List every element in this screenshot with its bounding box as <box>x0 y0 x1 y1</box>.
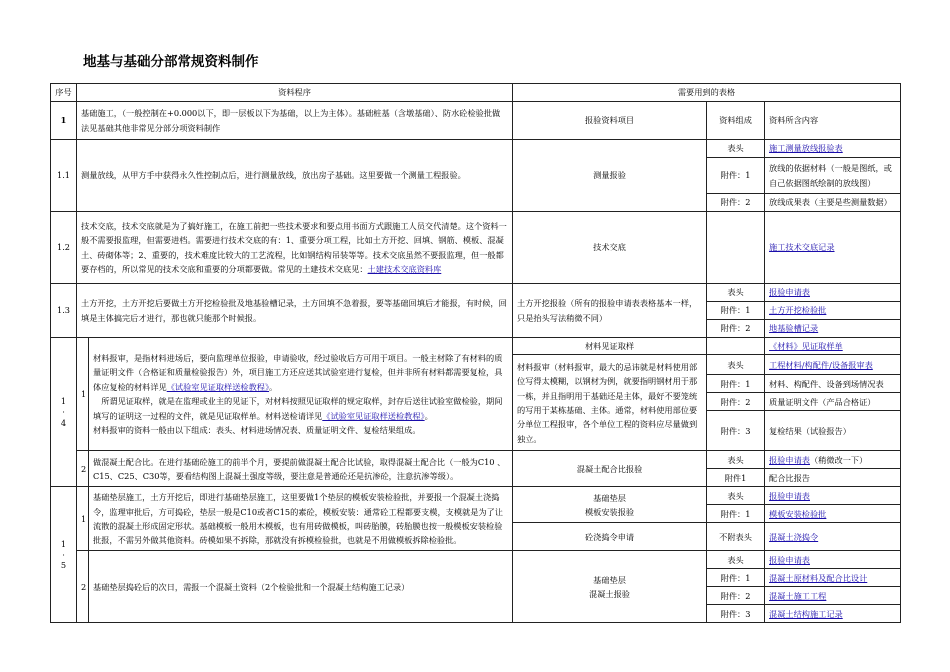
procedure-link[interactable]: 《试验室见证取样送检教程》 <box>166 381 270 392</box>
composition-empty <box>707 338 765 355</box>
table-header-row <box>51 84 901 102</box>
table-row <box>51 284 901 302</box>
col-header-composition: 资料组成 <box>707 102 765 140</box>
composition: 附件：2 <box>707 194 765 212</box>
report-item: 材料报审（材料报审，最大的忌讳就是材料使用部位写得太模糊，以钢材为例，就要指明钢材用于那一栋，并且指明用于基础还是主体，最好不要笼统的写用于某栋基础、主体。通常，材料使用部位要分单位工程报审，各个单位工程的资料应尽量做到独立。 <box>513 355 707 451</box>
report-item: 混凝土配合比报验 <box>513 451 707 487</box>
procedure-text: 所谓见证取样，就是在监理或业主的见证下，对材料按照见证取样的规定取样，封存后送往试验室做检验，期间填写的证明这一过程的文件，就是见证取样单。材料送检请详见 <box>93 396 503 421</box>
content-note: （稍微改一下） <box>809 454 868 465</box>
composition: 附件：1 <box>707 569 765 587</box>
procedure-paragraph: 材料报审的资料一般由以下组成：表头、材料进场情况表、质量证明文件、复检结果组成。 <box>93 424 421 435</box>
table-row <box>51 551 901 569</box>
form-link[interactable]: 土方开挖检验批 <box>769 305 827 316</box>
procedure-link[interactable]: 《试验室见证取样送检教程》 <box>322 410 425 421</box>
form-link[interactable]: 地基验槽记录 <box>769 323 819 334</box>
row-seq: 1 <box>51 102 77 140</box>
content-cell: 质量证明文件（产品合格证） <box>765 393 901 411</box>
composition: 附件：1 <box>707 505 765 523</box>
col-header-content: 资料所含内容 <box>765 102 901 140</box>
composition: 附件：1 <box>707 158 765 194</box>
composition: 附件1 <box>707 469 765 487</box>
document-title: 地基与基础分部常规资料制作 <box>83 54 259 70</box>
row-seq <box>51 487 77 623</box>
table-row <box>51 140 901 158</box>
form-link[interactable]: 混凝土施工工程 <box>769 590 827 601</box>
seq-part: 5 <box>60 560 67 571</box>
table-row <box>51 212 901 284</box>
content-cell <box>765 569 901 587</box>
report-item: 土方开挖报验（所有的报验申请表表格基本一样，只是抬头写法稍微不同） <box>513 284 707 338</box>
composition: 附件：2 <box>707 587 765 605</box>
table-row <box>51 102 901 140</box>
report-item-line: 模板安装报验 <box>584 506 635 517</box>
content-cell: 放线成果表（主要是些测量数据） <box>765 194 901 212</box>
row-seq: 1.1 <box>51 140 77 212</box>
content-cell <box>765 302 901 320</box>
form-link[interactable]: 模板安装检验批 <box>769 508 827 519</box>
row-procedure-text: 做混凝土配合比。在进行基础砼施工的前半个月，要提前做混凝土配合比试验，取得混凝土配合比（一般为C10 、C15、C25、C30等，要看结构图上混凝土强度等级，要注意是普通砼还是抗渗砼，注意抗渗等级）。 <box>89 451 513 487</box>
form-link[interactable]: 报验申请表 <box>769 454 810 465</box>
composition: 表头 <box>707 487 765 505</box>
composition: 附件：3 <box>707 605 765 623</box>
composition: 附件：2 <box>707 393 765 411</box>
form-link[interactable]: 施工测量放线报验表 <box>769 143 843 154</box>
seq-part: · <box>62 549 65 560</box>
table-row <box>51 487 901 505</box>
row-procedure-text: 基础垫层施工，土方开挖后，即进行基础垫层施工，这里要做1个垫层的模板安装检验批，并要报一个混凝土浇捣令，监理审批后，方可捣砼，垫层一般是C10或者C15的素砼，模板安装：通常砼工程都要支模，支模就是为了让流散的混凝土形成固定形状。基础模板一般用木模板，也有用砖做模板，叫砖胎膜，砖胎膜也按一般模板安装检验批报，不需另外做其他资料。砖模如果不拆除，那就没有拆模检验批，也就是不用做模板拆除检验批。 <box>89 487 513 551</box>
procedure-link[interactable]: 土建技术交底资料库 <box>367 263 442 274</box>
procedure-paragraph <box>93 394 508 423</box>
content-cell <box>765 523 901 551</box>
procedure-paragraph <box>93 351 508 394</box>
composition: 附件：3 <box>707 411 765 451</box>
col-header-item: 报验资料项目 <box>513 102 707 140</box>
seq-part: · <box>62 406 65 417</box>
form-link[interactable]: 《材料》见证取样单 <box>769 341 843 351</box>
form-link[interactable]: 混凝土原材料及配合比设计 <box>769 572 868 583</box>
content-cell <box>765 212 901 284</box>
sub-seq: 1 <box>77 487 89 551</box>
row-seq: 1.2 <box>51 212 77 284</box>
composition: 附件：1 <box>707 375 765 393</box>
content-cell <box>765 551 901 569</box>
sub-seq: 1 <box>77 338 89 451</box>
form-link[interactable]: 混凝土浇捣令 <box>769 531 819 542</box>
header-procedure: 资料程序 <box>77 84 513 102</box>
form-link[interactable]: 施工技术交底记录 <box>769 242 835 253</box>
composition: 表头 <box>707 451 765 469</box>
content-cell: 配合比报告 <box>765 469 901 487</box>
procedure-text: 。 <box>424 410 433 421</box>
row-procedure-text: 测量放线，从甲方手中获得永久性控制点后，进行测量放线，放出房子基础。这里要做一个测量工程报验。 <box>77 140 513 212</box>
composition: 表头 <box>707 284 765 302</box>
content-cell <box>765 505 901 523</box>
composition: 表头 <box>707 551 765 569</box>
form-link[interactable]: 混凝土结构施工记录 <box>769 608 843 619</box>
row-procedure-text: 基础垫层捣砼后的次日，需报一个混凝土资料（2个检验批和一个混凝土结构施工记录） <box>89 551 513 623</box>
report-item <box>513 487 707 523</box>
content-cell <box>765 338 901 355</box>
content-cell <box>765 355 901 375</box>
content-cell: 放线的依据材料（一般是图纸，或自己依据图纸绘制的放线图） <box>765 158 901 194</box>
procedure-text: 材料报审，是指材料进场后，要向监理单位报验，申请验收，经过验收后方可用于项目。一般主材除了有材料的质量证明文件（合格证和质量检验报告）外，项目施工方还应送其试验室进行复检，但并非所有材料都需要复检，具体应复检的材料详见 <box>93 353 503 392</box>
row-seq: 1.3 <box>51 284 77 338</box>
sub-seq: 2 <box>77 551 89 623</box>
header-forms: 需要用到的表格 <box>513 84 901 102</box>
row-procedure-text: 基础施工，（一般控制在+0.000以下，即一层板以下为基础，以上为主体）。基础桩基（含墩基础）、防水砼检验批做法见基础其他非常见分部分项资料制作 <box>77 102 513 140</box>
content-cell: 材料、构配件、设备到场情况表 <box>765 375 901 393</box>
content-cell <box>765 140 901 158</box>
content-cell: 复检结果（试验报告） <box>765 411 901 451</box>
composition: 附件：2 <box>707 320 765 338</box>
composition: 表头 <box>707 355 765 375</box>
report-item: 砼浇捣令申请 <box>513 523 707 551</box>
procedure-text: 技术交底，技术交底就是为了搞好施工，在施工前把一些技术要求和要点用书面方式跟施工人员交代清楚。这个资料一般不需要报监理，但需要进档。需要进行技术交底的有：1、重要分项工程，比如土方开挖、回填、钢筋、模板、混凝土、砖砌体等；2、重要的，技术难度比较大的工艺流程，比如钢结构吊装等等。技术交底虽然不要报监理，但一般都要存档的，所以常见的技术交底和重要的分项都要做。常见的土建技术交底见： <box>81 220 507 274</box>
content-cell <box>765 451 901 469</box>
seq-part: 1 <box>60 538 67 549</box>
sub-seq: 2 <box>77 451 89 487</box>
row-seq <box>51 338 77 487</box>
content-cell <box>765 284 901 302</box>
table-row <box>51 338 901 355</box>
composition: 不附表头 <box>707 523 765 551</box>
content-cell <box>765 487 901 505</box>
form-link[interactable]: 报验申请表 <box>769 287 810 298</box>
composition: 附件：1 <box>707 302 765 320</box>
form-link[interactable]: 报验申请表 <box>769 490 810 501</box>
composition: 表头 <box>707 140 765 158</box>
header-seq: 序号 <box>51 84 77 102</box>
content-cell <box>765 587 901 605</box>
row-procedure-text <box>77 212 513 284</box>
report-item-line: 基础垫层 <box>593 492 626 503</box>
row-procedure-text <box>89 338 513 451</box>
row-procedure-text: 土方开挖，土方开挖后要做土方开挖检验批及地基验槽记录，土方回填不急着报，要等基础回填后才能报，有时候，回填是主体搞完后才进行，那也就只能那个时候报。 <box>77 284 513 338</box>
composition-empty <box>707 212 765 284</box>
report-item-line: 基础垫层 <box>593 574 626 585</box>
report-item-line: 混凝土报验 <box>589 588 630 599</box>
procedure-table <box>50 83 901 623</box>
form-link[interactable]: 报验申请表 <box>769 554 810 565</box>
procedure-text: 。 <box>269 381 278 392</box>
seq-part: 4 <box>60 417 67 428</box>
content-cell <box>765 320 901 338</box>
report-item: 技术交底 <box>513 212 707 284</box>
table-row <box>51 451 901 469</box>
content-cell <box>765 605 901 623</box>
report-item <box>513 551 707 623</box>
report-item: 测量报验 <box>513 140 707 212</box>
form-link[interactable]: 工程材料/构配件/设备报审表 <box>769 359 873 370</box>
report-item: 材料见证取样 <box>513 338 707 355</box>
seq-part: 1 <box>60 396 67 407</box>
